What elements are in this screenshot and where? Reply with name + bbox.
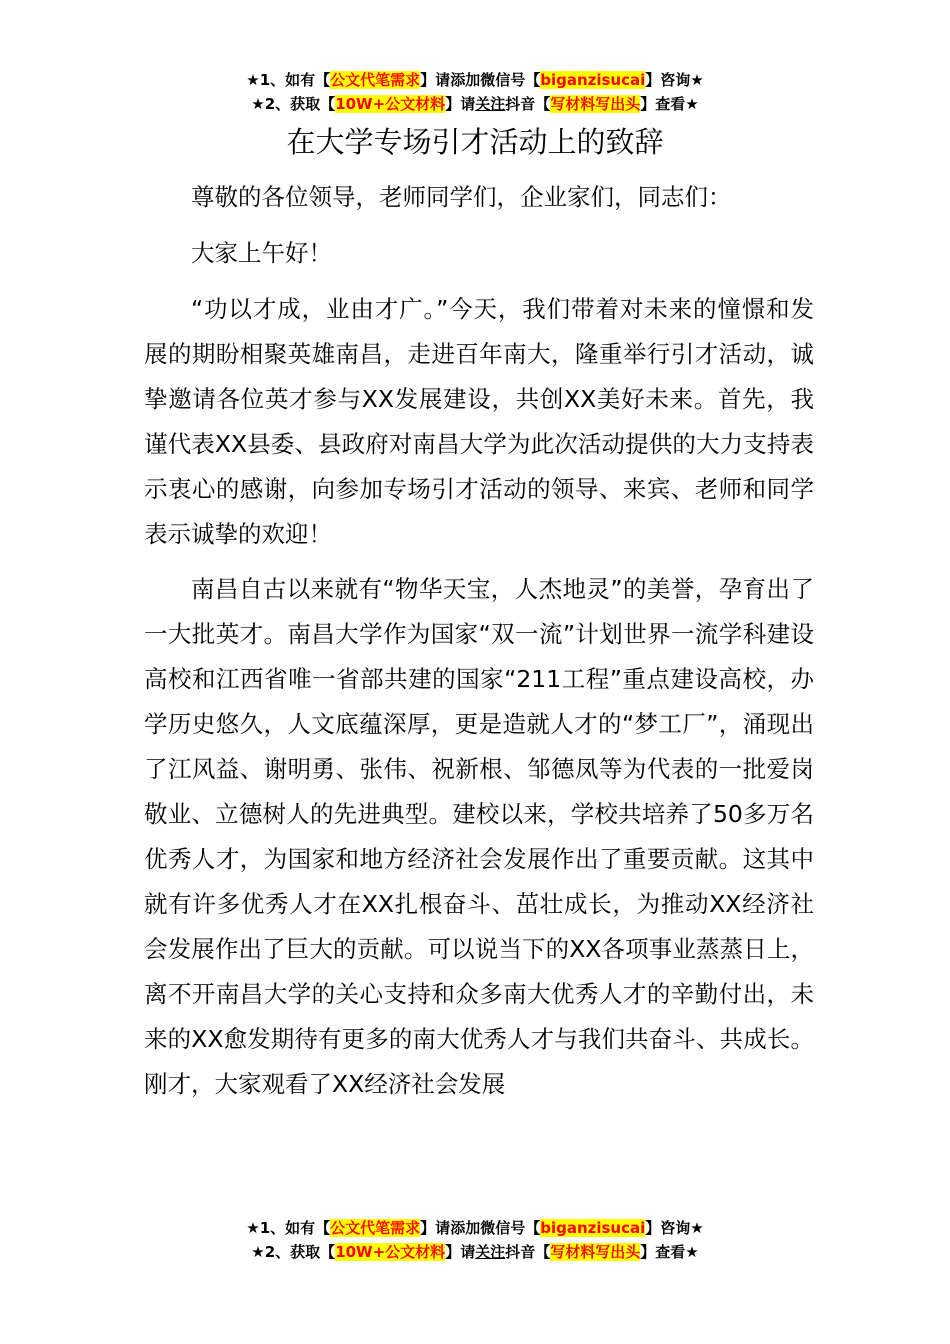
- highlight-service: 公文代笔需求: [330, 1219, 421, 1237]
- banner-text: 抖音【: [505, 95, 551, 113]
- banner-line-2: [0, 92, 950, 116]
- banner-emphasis: 关注: [475, 1243, 506, 1261]
- banner-text: 】查看★: [640, 95, 699, 113]
- footer-banner: [0, 1216, 950, 1264]
- banner-text: 抖音【: [505, 1243, 551, 1261]
- highlight-materials: 10W+公文材料: [335, 95, 446, 113]
- banner-text: 】请: [420, 1219, 451, 1237]
- banner-emphasis: 添加: [450, 71, 481, 89]
- banner-text: 】请: [445, 1243, 476, 1261]
- banner-emphasis: 添加: [450, 1219, 481, 1237]
- highlight-wechat-id: biganzisucai: [540, 1219, 646, 1237]
- banner-text: ★1、如有【: [246, 71, 331, 89]
- header-banner: [0, 68, 950, 116]
- banner-text: 微信号【: [480, 71, 541, 89]
- highlight-service: 公文代笔需求: [330, 71, 421, 89]
- banner-emphasis: 关注: [475, 95, 506, 113]
- document-body: [144, 175, 814, 1117]
- highlight-douyin-id: 写材料写出头: [550, 95, 641, 113]
- banner-text: ★2、获取【: [251, 1243, 336, 1261]
- document-title: 在大学专场引才活动上的致辞: [286, 125, 664, 159]
- highlight-wechat-id: biganzisucai: [540, 71, 646, 89]
- banner-text: 】咨询★: [645, 71, 704, 89]
- greeting-paragraph: 大家上午好！: [191, 239, 332, 267]
- banner-text: 】查看★: [640, 1243, 699, 1261]
- banner-text: ★1、如有【: [246, 1219, 331, 1237]
- banner-line-1: [0, 68, 950, 92]
- banner-text: 微信号【: [480, 1219, 541, 1237]
- highlight-materials: 10W+公文材料: [335, 1243, 446, 1261]
- banner-text: 】咨询★: [645, 1219, 704, 1237]
- banner-text: ★2、获取【: [251, 95, 336, 113]
- banner-text: 】请: [445, 95, 476, 113]
- body-paragraph-1: “功以才成，业由才广。”今天，我们带着对未来的憧憬和发展的期盼相聚英雄南昌，走进百年南大，隆重举行引才活动，诚挚邀请各位英才参与XX发展建设，共创XX美好未来。首先，我谨代表XX县委、县政府对南昌大学为此次活动提供的大力支持表示衷心的感谢，向参加专场引才活动的领导、来宾、老师和同学表示诚挚的欢迎！: [144, 295, 814, 548]
- body-paragraph-2: 南昌自古以来就有“物华天宝，人杰地灵”的美誉，孕育出了一大批英才。南昌大学作为国家“双一流”计划世界一流学科建设高校和江西省唯一省部共建的国家“211工程”重点建设高校，办学历史悠久，人文底蕴深厚，更是造就人才的“梦工厂”，涌现出了江风益、谢明勇、张伟、祝新根、邹德凤等为代表的一批爱岗敬业、立德树人的先进典型。建校以来，学校共培养了50多万名优秀人才，为国家和地方经济社会发展作出了重要贡献。这其中就有许多优秀人才在XX扎根奋斗、茁壮成长，为推动XX经济社会发展作出了巨大的贡献。可以说当下的XX各项事业蒸蒸日上，离不开南昌大学的关心支持和众多南大优秀人才的辛勤付出，未来的XX愈发期待有更多的南大优秀人才与我们共奋斗、共成长。刚才，大家观看了XX经济社会发展: [144, 575, 814, 1098]
- banner-line-2: [0, 1240, 950, 1264]
- salutation-paragraph: 尊敬的各位领导，老师同学们，企业家们，同志们：: [191, 183, 732, 211]
- banner-line-1: [0, 1216, 950, 1240]
- highlight-douyin-id: 写材料写出头: [550, 1243, 641, 1261]
- banner-text: 】请: [420, 71, 451, 89]
